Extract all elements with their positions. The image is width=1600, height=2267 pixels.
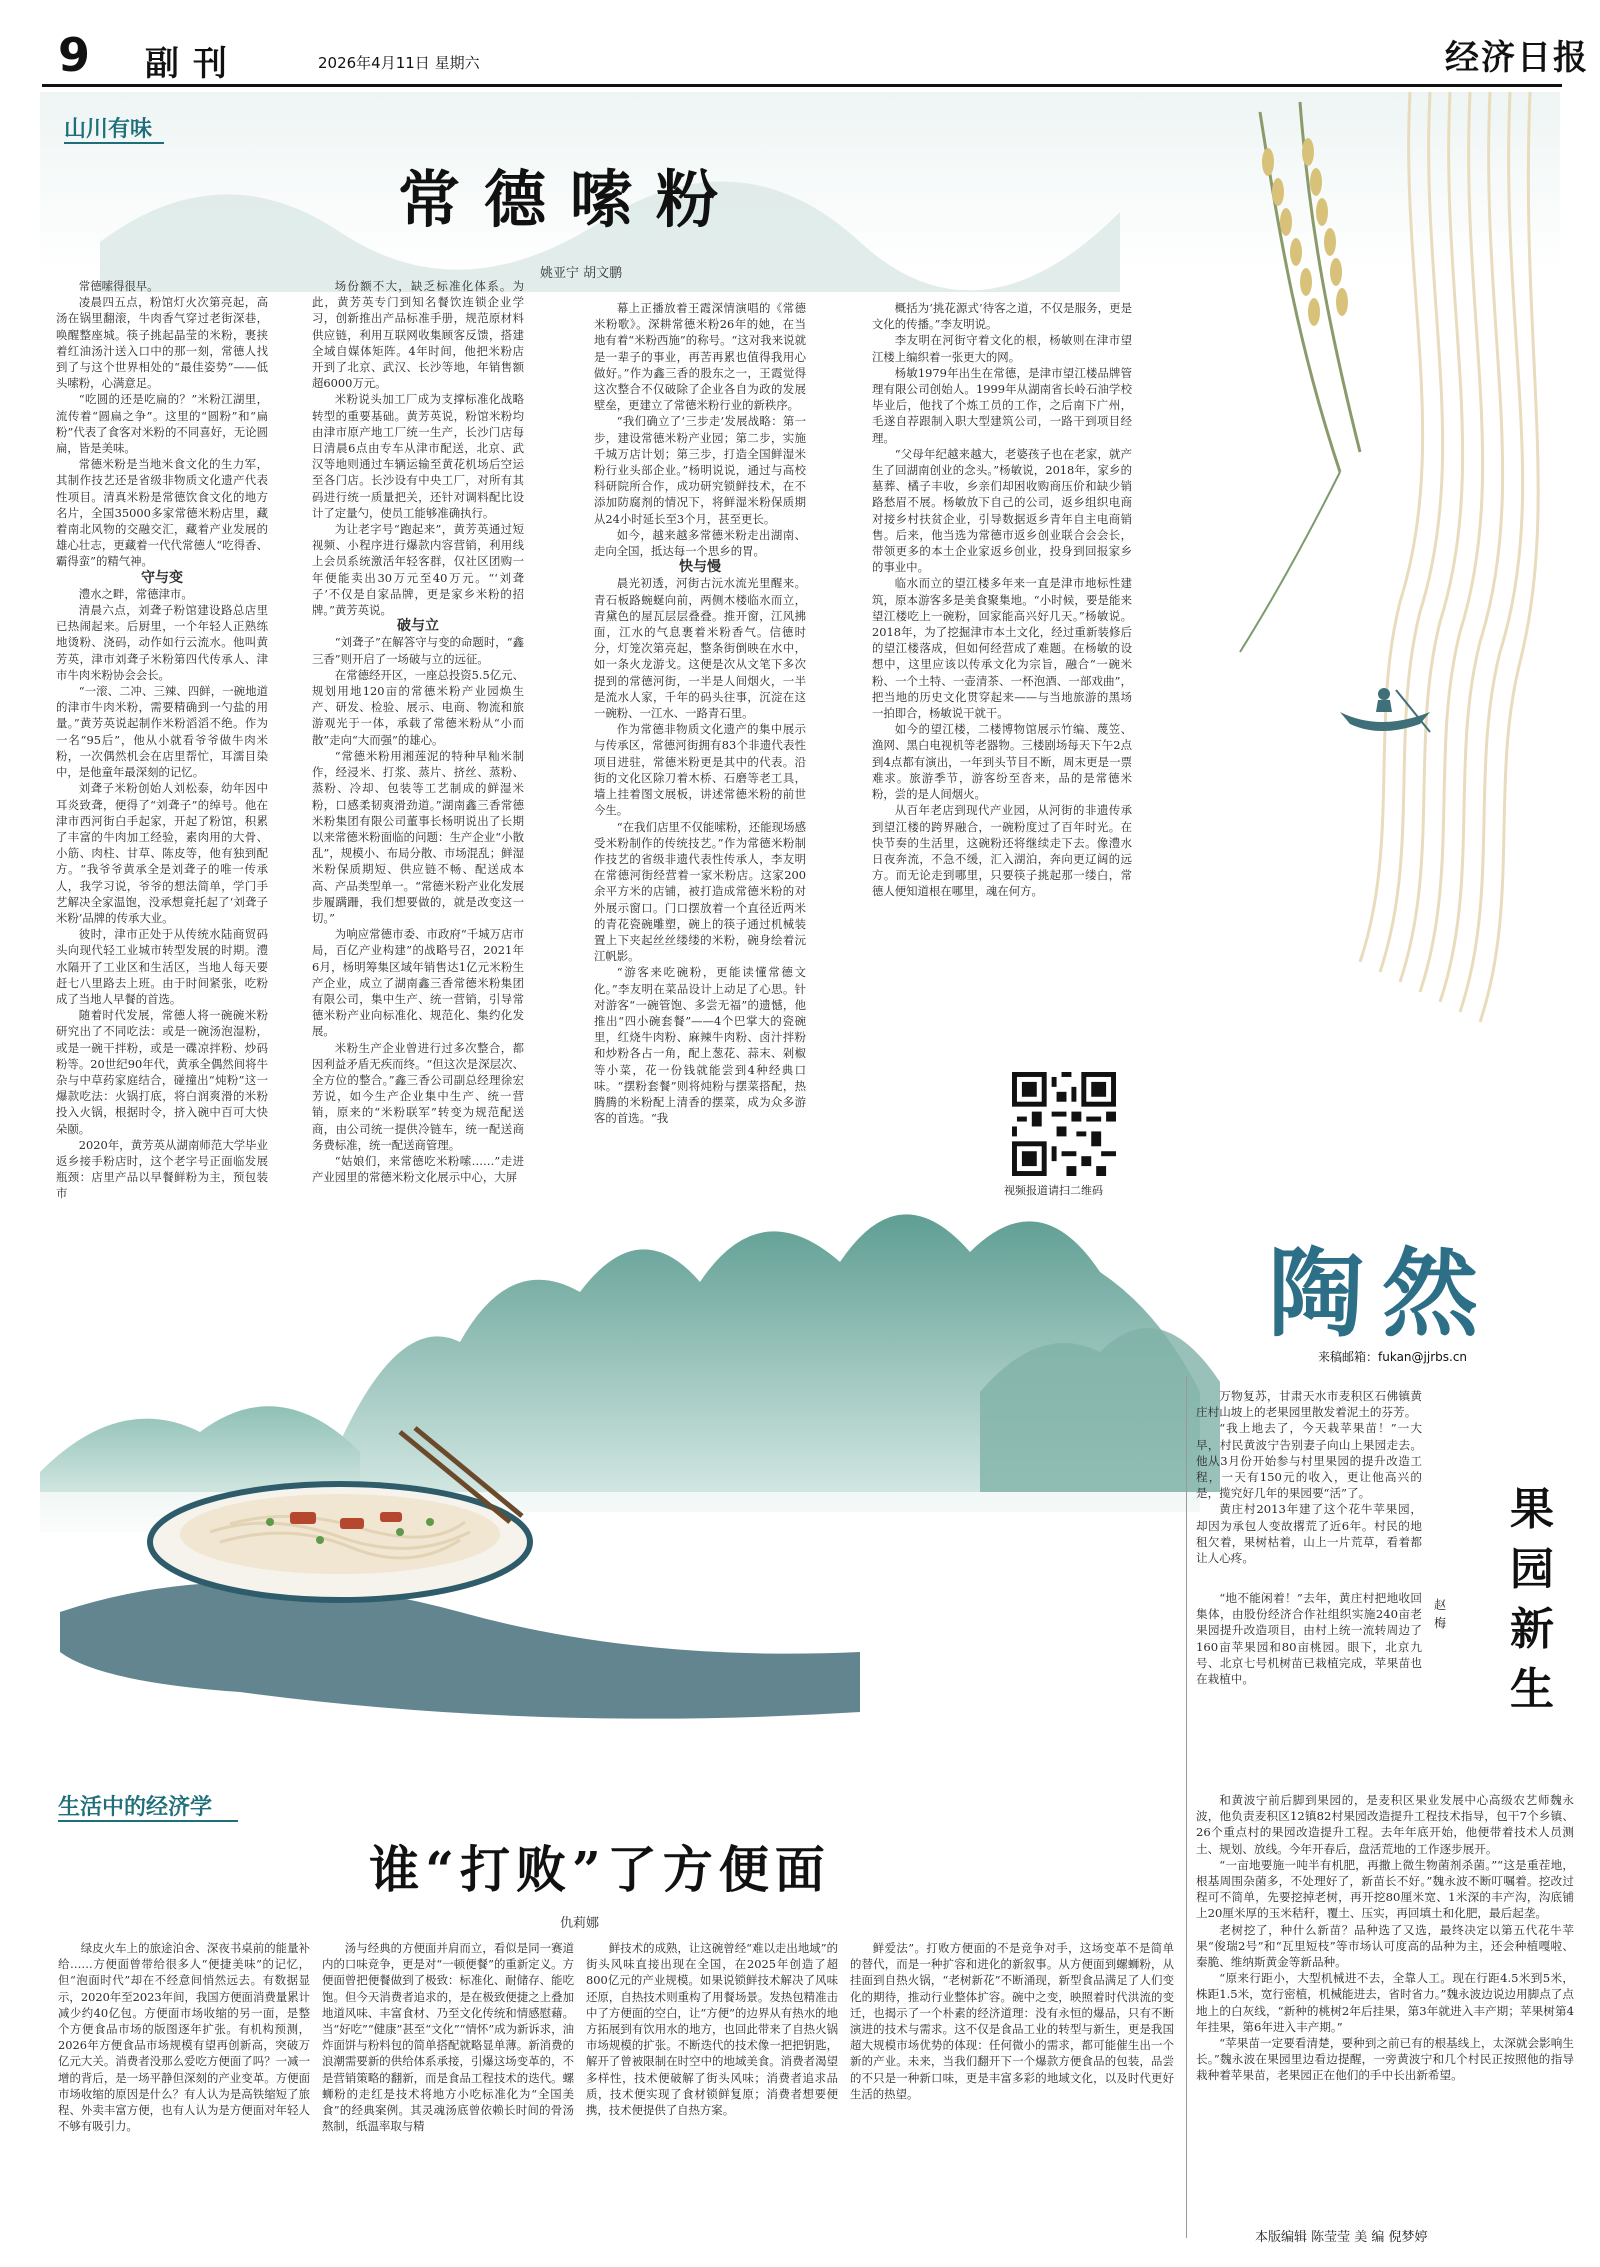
paragraph: 凌晨四五点，粉馆灯火次第亮起，高汤在锅里翻滚，牛肉香气穿过老街深巷，唤醒整座城。筷子挑起晶莹的米粉，裹挟着红油汤汁送入口中的那一刻，常德人找到了与这个世界相处的“最佳姿势”——低头嗦粉，心满意足。	[56, 295, 268, 391]
paragraph: 澧水之畔，常德津市。	[78, 586, 193, 601]
paragraph: “父母年纪越来越大，老婆孩子也在老家，就产生了回湖南创业的念头。”杨敏说，2018年，家乡的墓葬、橘子丰收，乡亲们却困收购商压价和缺少销路愁眉不展。杨敏放下自己的公司，返乡组织电商对接乡村扶贫企业，引导数据返乡青年自主电商销售。后来，他当选为常德市返乡创业联合会会长，带领更多的本土企业家返乡创业，投身到回报家乡的事业中。	[872, 446, 1132, 575]
article-byline-orchard: 赵梅	[1434, 1598, 1447, 1630]
paragraph: 刘聋子米粉创始人刘松泰，幼年因中耳炎致聋，便得了“刘聋子”的绰号。他在津市西河街白手起家，开起了粉馆，积累了丰富的牛肉加工经验，素肉用的大骨、小筋、肉柱、甘草、陈皮等，他有独到配方。“我爷爷黄承全是刘聋子的唯一传承人，我学习说，爷爷的想法简单，学门手艺解决全家温饱，没承想竟托起了‘刘聋子米粉’品牌的传承大业。	[56, 781, 268, 925]
page-editors: 本版编辑 陈莹莹 美 编 倪梦婷	[1255, 2230, 1428, 2245]
orchard-column-mid	[1196, 1590, 1422, 1790]
article-column-4	[872, 300, 1132, 1060]
paragraph: 绿皮火车上的旅途泊舍、深夜书桌前的能量补给……方便面曾带给很多人“便捷美味”的记忆，但“泡面时代”却在不经意间悄然远去。有数据显示，2020年至2023年间，我国方便面消费量累计减少约40亿包。方便面市场收缩的另一面，是整个方便食品市场的版图逐年扩张。有机构预测，2026年方便食品市场规模有望再创新高，突破万亿元大关。消费者没那么爱吃方便面了吗？一减一增的背后，是一场平静但深刻的产业变革。方便面市场收缩的原因是什么？有人认为是高铁缩短了旅程、外卖丰富方便，也有人认为是方便面对年轻人不够有吸引力。	[58, 1941, 310, 2134]
paragraph: 在常德经开区，一座总投资5.5亿元、规划用地120亩的常德米粉产业园焕生产、研发、检验、展示、电商、物流和旅游观光于一体，承载了常德米粉从“小而散”走向“大而强”的雄心。	[312, 667, 524, 747]
article-column-3	[594, 300, 806, 1310]
paragraph: 临水而立的望江楼多年来一直是津市地标性建筑，原本游客多是美食聚集地。“小时候，要是能来望江楼吃上一碗粉，回家能高兴好几天。”杨敏说。2018年，为了挖掘津市本土文化，经过重新装修后的望江楼落成，但如何经营成了难题。在杨敏的设想中，这里应该以传承文化为宗旨，融合“一碗米粉、一个土特、一壶清茶、一杯泡酒、一部戏曲”，把当地的历史文化贯穿起来——与当地旅游的黑场一拍即合，杨敏说干就干。	[872, 576, 1132, 721]
paragraph: “刘聋子”在解答守与变的命题时，“鑫三香”则开启了一场破与立的远征。	[312, 635, 524, 666]
paragraph: 和黄波宁前后脚到果园的，是麦积区果业发展中心高级农艺师魏永波，他负责麦积区12镇82村果园改造提升工程技术指导，包干7个乡镇、26个重点村的果园改造提升工程。去年年底开始，他便带着技术人员测土、规划、放线。今年开春后，盘活荒地的工作逐步展开。	[1196, 1793, 1574, 1856]
paragraph: “我们确立了‘三步走’发展战略：第一步，建设常德米粉产业园；第二步，实施千城万店计划；第三步，打造全国鲜湿米粉行业头部企业。”杨明说说，通过与高校科研院所合作，成功研究锁鲜技术，在不添加防腐剂的情况下，将鲜湿米粉保质期从24小时延长至3个月，甚至更长。	[594, 414, 806, 526]
paragraph: “吃圆的还是吃扁的？”米粉江湖里，流传着“圆扁之争”。这里的“圆粉”和“扁粉”代表了食客对米粉的不同喜好，无论圆扁，皆是美味。	[56, 392, 268, 456]
paragraph: “苹果苗一定要看清楚，要种到之前已有的根基线上，太深就会影响生长。”魏永波在果园里边看边提醒，一旁黄波宁和几个村民正按照他的指导栽种着苹果苗，老果园正在他们的手中长出新希望。	[1196, 2036, 1574, 2083]
paragraph: 鲜爱法”。打败方便面的不是竞争对手，这场变革不是简单的替代，而是一种扩容和进化的新叙事。从方便面到螺蛳粉，从挂面到自热火锅，“老树新花”不断涌现，新型食品满足了人们变化的期待，推动行业整体扩容。碗中之变，映照着时代洪流的变迁，也揭示了一个朴素的经济道理：没有永恒的爆品，只有不断演进的技术与需求。这不仅是食品工业的转型与新生，更是我国超大规模市场优势的体现：任何微小的需求，都可能催生出一个新的产业。未来，当我们翻开下一个爆款方便食品的包装，品尝的不只是一种新口味，更是丰富多彩的地域文化，以及时代更好生活的热望。	[850, 1941, 1174, 2101]
paragraph: “地不能闲着！”去年，黄庄村把地收回集体，由股份经济合作社组织实施240亩老果园提升改造项目，由村上统一流转周边了160亩苹果园和80亩桃园。眼下，北京九号、北京七号机树苗已栽植完成，苹果苗也在栽植中。	[1196, 1591, 1422, 1687]
noodle-column-3	[586, 1940, 838, 2258]
paragraph: “原来行距小，大型机械进不去，全靠人工。现在行距4.5米到5米，株距1.5米，宽行密植，机械能进去，省时省力。”魏永波边说边用脚点了点地上的白灰线，“新种的桃树2年后挂果，第3年就进入丰产期；苹果树第4年挂果，第6年进入丰产期。”	[1196, 1971, 1574, 2034]
section-title: 副刊	[145, 44, 241, 84]
paragraph: “姑娘们，来常德吃米粉嗦……”走进产业园里的常德米粉文化展示中心，大屏	[312, 1153, 524, 1185]
paragraph: 鲜技术的成熟，让这碗曾经“难以走出地域”的街头风味直接出现在全国，在2025年创造了超800亿元的产业规模。如果说锁鲜技术解决了风味还原，自热技术则重构了用餐场景。发热包精准击中了方便面的空白，让“方便”的边界从有热水的地方拓展到有饮用水的地方，也回此带来了自热火锅市场规模的扩张。不断迭代的技术像一把把钥匙，解开了曾被限制在时空中的地域美食。消费者渴望多样性，技术便破解了街头风味；消费者追求品质，技术便实现了食材锁鲜复原；消费者想要便携，技术便提供了自热方案。	[586, 1941, 838, 2118]
paragraph: 如今，越来越多常德米粉走出湖南、走向全国，抵达每一个思乡的胃。	[594, 527, 806, 559]
subheading-shou-yu-bian: 守与变	[141, 569, 183, 586]
paragraph: “我上地去了，今天栽苹果苗！”一大早，村民黄波宁告别妻子向山上果园走去。他从3月份开始参与村里果园的提升改造工程，一天有150元的收入，更让他高兴的是，揽究好几年的果园要“活”了。	[1196, 1421, 1422, 1501]
newspaper-logo: 经济日报	[1445, 38, 1589, 78]
qr-code-icon[interactable]	[1012, 1072, 1116, 1176]
paragraph: 为让老字号“跑起来”，黄芳英通过短视频、小程序进行爆款内容营销，利用线上会员系统激活年轻客群，仅社区团购一年便能卖出30万元至40万元。“‘刘聋子’不仅是自家品牌，更是家乡米粉的招牌。”黄芳英说。	[312, 522, 524, 618]
column-tag-shenghuo: 生活中的经济学	[58, 1795, 213, 1820]
article-title-changde: 常德嗦粉	[397, 163, 742, 236]
paragraph: 清晨六点，刘聋子粉馆建设路总店里已热闹起来。后厨里，一个年轻人正熟练地烫粉、浇码，动作如行云流水。他叫黄芳英，津市刘聋子米粉第四代传承人、津市牛肉米粉协会会长。	[56, 603, 268, 682]
column-tag-underline	[58, 1820, 238, 1822]
column-tag-shanchuan: 山川有味	[64, 117, 153, 142]
paragraph: “常德米粉用湘莲泥的特种早籼米制作，经浸米、打浆、蒸片、挤丝、蒸粉、蒸粉、冷却、包装等工艺制成的鲜湿米粉，口感柔韧爽滑劲道。”湖南鑫三香常德米粉集团有限公司董事长杨明说出了长期以来常德米粉面临的问题：生产企业“小散乱”，规模小、布局分散、市场混乱；鲜湿米粉保质期短、供应链不畅、配送成本高、产品类型单一。“常德米粉产业化发展步履蹒跚，我们想要做的，就是改变这一切。”	[312, 748, 524, 925]
paragraph: 作为常德非物质文化遗产的集中展示与传承区，常德河街拥有83个非遗代表性项目进驻，常德米粉更是其中的代表。沿街的文化区除刀着木桥、石磨等老工具，墙上挂着图文展板，讲述常德米粉的前世今生。	[594, 722, 806, 818]
paragraph: 杨敏1979年出生在常德，是津市望江楼品牌管理有限公司创始人。1999年从湖南省长岭石油学校毕业后，他找了个炼工员的工作，之后南下广州，毛遂自荐跟制入职大型建筑公司，一路干到项目经理。	[872, 365, 1132, 445]
paragraph: 米粉说头加工厂成为支撑标准化战略转型的重要基础。黄芳英说，粉馆米粉均由津市原产地工厂统一生产，长沙门店每日清晨6点由专车从津市配送，北京、武汉等地则通过车辆运输至黄花机场后空运至各门店。长沙设有中央工厂，对所有其码进行统一质量把关，还针对调料配比设计了定量勺，使员工能够准确执行。	[312, 392, 524, 520]
paragraph: 米粉生产企业曾进行过多次整合，都因利益矛盾无疾而终。“但这次是深层次、全方位的整合。”鑫三香公司副总经理徐宏芳说，如今生产企业集中生产、统一营销，原来的“米粉联军”转变为规范配送商，由公司统一提供冷链车，统一配送商务费标准，统一配送商管理。	[312, 1040, 524, 1152]
taoran-calligraphy-title: 陶然	[1268, 1237, 1496, 1350]
paragraph: 随着时代发展，常德人将一碗碗米粉研究出了不同吃法：或是一碗汤泡湿粉，或是一碗干拌粉，或是一碟凉拌粉、炒码粉等。20世纪90年代，黄承全偶然间将牛杂与中草药家庭结合，碰撞出“炖粉”这一爆款吃法：火锅打底，将白润爽滑的米粉投入火锅，根据时令，挤入碗中百可大快朵颐。	[56, 1008, 268, 1136]
paragraph: 老树挖了，种什么新苗？品种选了又选，最终决定以第五代花牛苹果“俊瑞2号”和“瓦里短枝”等市场认可度高的品种为主，还会种植嘎啦、秦脆、维纳斯黄金等新品种。	[1196, 1922, 1574, 1970]
page-number: 9	[58, 28, 91, 82]
noodle-column-1	[58, 1940, 310, 2258]
noodle-column-2	[322, 1940, 574, 2258]
paragraph: 常德米粉是当地米食文化的生力军，其制作技艺还是省级非物质文化遗产代表性项目。清真米粉是常德饮食文化的地方名片，全国35000多家常德米粉店里，藏着南北风物的交融交汇，藏着产业发展的雄心壮志，更藏着一代代常德人“吃得香、霸得蛮”的精气神。	[56, 457, 268, 569]
qr-caption: 视频报道请扫二维码	[1004, 1184, 1103, 1197]
column-tag-underline	[64, 142, 164, 144]
submission-email: 来稿邮箱：fukan@jjrbs.cn	[1318, 1350, 1468, 1364]
paragraph: 李友明在河街守着文化的根，杨敏则在津市望江楼上编织着一张更大的网。	[872, 333, 1132, 364]
paragraph: 从百年老店到现代产业园，从河街的非遗传承到望江楼的跨界融合，一碗粉度过了百年时光。在快节奏的生活里，这碗粉还将继续走下去。像澧水日夜奔流，不急不缓，汇入湖泊，奔向更辽阔的远方。而无论走到哪里，只要筷子挑起那一缕白，常德人便知道根在哪里，魂在何方。	[872, 803, 1132, 899]
paragraph: 万物复苏，甘肃天水市麦积区石佛镇黄庄村山坡上的老果园里散发着泥土的芬芳。	[1196, 1389, 1422, 1420]
paragraph: “游客来吃碗粉，更能读懂常德文化。”李友明在菜品设计上动足了心思。针对游客“一碗管饱、多尝无福”的遗憾，他推出“四小碗套餐”——4个巴掌大的瓷碗里，红烧牛肉粉、麻辣牛肉粉、卤汁拌粉和炒粉各占一角，配上葱花、蒜末、剁椒等小菜，花一份钱就能尝到4种经典口味。“摆粉套餐”则将炖粉与摆菜搭配，热腾腾的米粉配上清香的摆菜，成为众多游客的首选。“我	[594, 965, 806, 1126]
article-byline-noodles: 仇莉娜	[560, 1916, 600, 1931]
paragraph: 彼时，津市正处于从传统水陆商贸码头向现代轻工业城市转型发展的时期。澧水隔开了工业区和生活区，当地人每天要赶七八里路去上班。由于时间紧张，吃粉成了当地人早餐的首选。	[56, 927, 268, 1006]
subheading-kuai-yu-man: 快与慢	[679, 559, 721, 576]
lead-paragraph: 常德嗦得很早。	[78, 279, 159, 293]
paragraph: 幕上正播放着王霞深情演唱的《常德米粉歌》。深耕常德米粉26年的她，在当地有着“米粉西施”的称号。“这对我来说就是一辈子的事业，再苦再累也值得我用心做好。”作为鑫三香的股东之一，王霞觉得这次整合不仅破除了企业各自为政的发展壁垒，更建立了常德米粉行业的新秩序。	[594, 301, 806, 413]
article-title-noodles: 谁“打败”了方便面	[369, 1840, 831, 1899]
paragraph: “在我们店里不仅能嗦粉，还能现场感受米粉制作的传统技艺。”作为常德米粉制作技艺的省级非遗代表性传承人，李友明在常德河街经营着一家米粉店。这家200余平方米的店铺，被打造成常德米粉的对外展示窗口。门口摆放着一个直径近两米的青花瓷碗雕塑，碗上的筷子通过机械装置上下夹起丝丝缕缕的米粉，碗身绘着沅江帆影。	[594, 819, 806, 964]
noodle-column-4	[850, 1940, 1174, 2258]
fishing-boat	[1340, 688, 1430, 732]
paragraph: 场份额不大，缺乏标准化体系。为此，黄芳英专门到知名餐饮连锁企业学习，创新推出产品标准手册，规范原材料供应链，利用互联网收集顾客反馈，搭建全域自媒体矩阵。4年时间，他把米粉店开到了北京、武汉、长沙等地，年销售额超6000万元。	[312, 279, 524, 391]
article-column-2	[312, 278, 524, 1328]
article-title-orchard: 果园新生	[1510, 1484, 1554, 1715]
paragraph: 如今的望江楼，二楼博物馆展示竹编、蔑笠、渔网、黑白电视机等老器物。三楼剧场每天下午2点到4点都有演出，一年到头节目不断，周末更是一票难求。旅游季节，游客纷至沓来，品的是常德米粉，尝的是人间烟火。	[872, 722, 1132, 802]
paragraph: “一亩地要施一吨半有机肥，再撒上微生物菌剂杀菌。”“这是重茬地，根基周围杂菌多，不处理好了，新苗长不好。”魏永波不断叮嘱着。挖改过程可不简单，先要挖掉老树，再开挖80厘米宽、1米深的丰产沟，沟底铺上20厘米厚的玉米秸秆，覆土、压实，再回填土和化肥，最后起垄。	[1196, 1857, 1574, 1921]
orchard-column-top	[1196, 1388, 1422, 1588]
paragraph: “一滚、二冲、三辣、四鲜，一碗地道的津市牛肉米粉，需要精确到一勺盐的用量。”黄芳英说起制作米粉滔滔不绝。作为一名“95后”，他从小就看爷爷做牛肉米粉，一次偶然机会在店里帮忙，耳濡目染中，是他童年最深刻的记忆。	[56, 684, 268, 780]
subheading-po-yu-li: 破与立	[397, 618, 439, 635]
ink-wave	[60, 1582, 860, 1719]
issue-date: 2026年4月11日 星期六	[318, 54, 480, 72]
paragraph: 汤与经典的方便面并肩而立，看似是同一赛道内的口味竞争，更是对“一顿便餐”的重新定义。方便面曾把便餐做到了极致：标准化、耐储存、能吃饱。但今天消费者追求的，是在极致便捷之上叠加地道风味、丰富食材、乃至文化传统和情感慰藉。当“好吃”“健康”甚至“文化”“情怀”成为新诉求，油炸面饼与粉料包的简单搭配就略显单薄。新消费的浪潮需要新的供给体系承接，引爆这场变革的，不是营销策略的翻新，而是食品工程技术的迭代。螺蛳粉的走红是技术将地方小吃标准化为“全国美食”的经典案例。其灵魂汤底曾依赖长时间的骨汤熬制，纸温率取与精	[322, 1941, 574, 2134]
paragraph: 黄庄村2013年建了这个花牛苹果园，却因为承包人变故撂荒了近6年。村民的地租欠着，果树枯着，山上一片荒草，看着都让人心疼。	[1196, 1502, 1422, 1566]
header-rule	[42, 84, 1562, 87]
article-column-1	[56, 278, 268, 1328]
paragraph: 概括为‘挑花源式’待客之道，不仅是服务，更是文化的传播。”李友明说。	[872, 301, 1132, 332]
paragraph: 为响应常德市委、市政府“千城万店市局，百亿产业构建”的战略号召，2021年6月，杨明筹集区域年销售达1亿元米粉生产企业，成立了湖南鑫三香常德米粉集团有限公司，集中生产、统一营销，引导常德米粉产业向标准化、规范化、集约化发展。	[312, 927, 524, 1039]
orchard-column-bottom	[1196, 1792, 1574, 2217]
paragraph: 2020年，黄芳英从湖南师范大学毕业返乡接手粉店时，这个老字号正面临发展瓶颈：店里产品以早餐鲜粉为主，预包装市	[56, 1137, 268, 1201]
paragraph: 晨光初透，河街古沅水流光里醒来。青石板路蜿蜒向前，两侧木楼临水而立，青黛色的屋瓦层层叠叠。推开窗，江风拂面，江水的气息裹着米粉香气。信德时分，灯笼次第亮起，整条街倒映在水中，如一条火龙游戈。这便是次从文笔下多次提到的常德河街，一半是人间烟火，一半是流水人家，千年的码头往事，沉淀在这一碗粉、一江水、一路青石里。	[594, 576, 806, 721]
article-byline-changde: 姚亚宁 胡文鹏	[540, 266, 623, 281]
